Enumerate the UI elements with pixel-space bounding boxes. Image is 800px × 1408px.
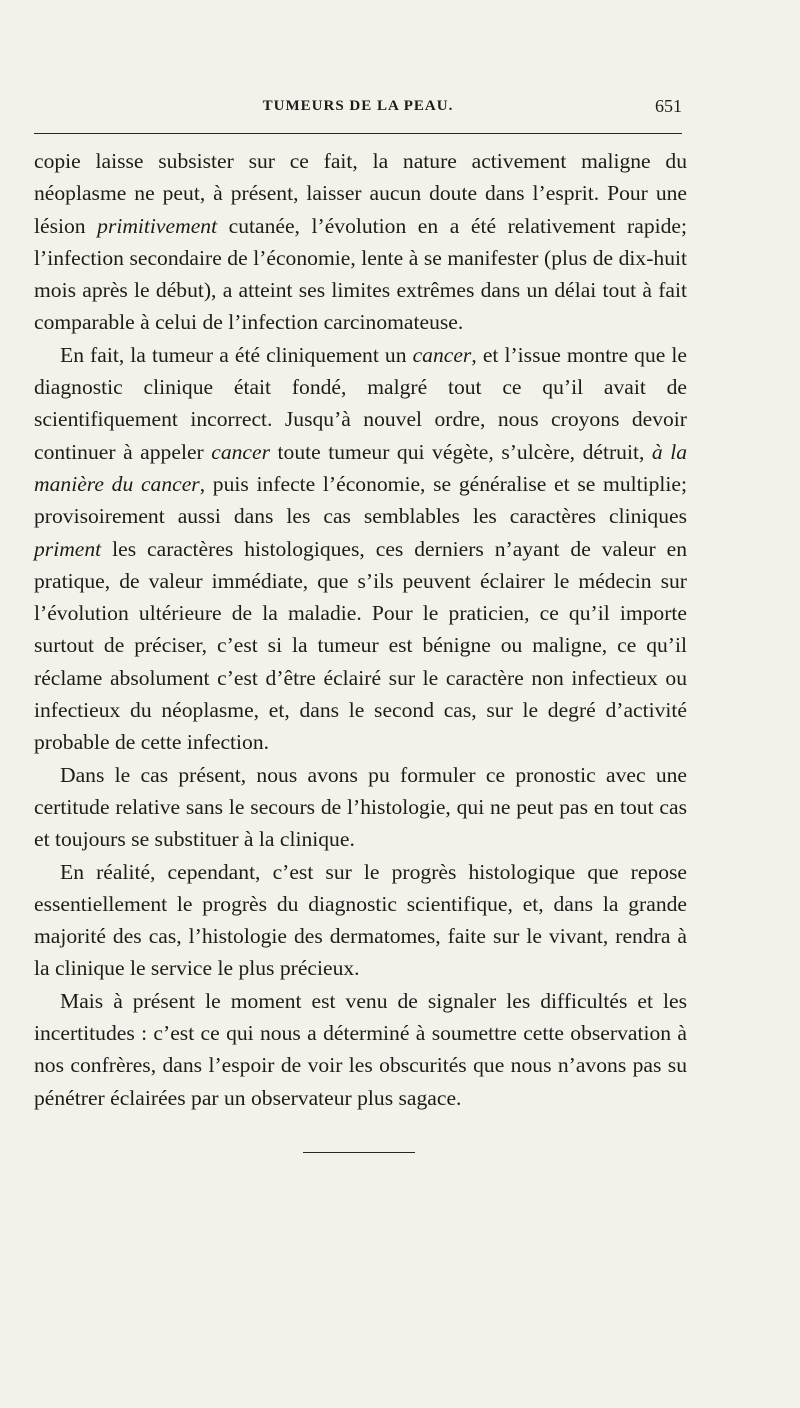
italic-text: cancer xyxy=(412,342,472,367)
paragraph xyxy=(34,759,687,856)
end-rule xyxy=(303,1152,415,1153)
italic-text: priment xyxy=(34,536,102,561)
running-title: TUMEURS DE LA PEAU. xyxy=(262,98,454,114)
paragraph xyxy=(34,856,687,985)
text-run: En fait, la tumeur a été cliniquement un xyxy=(60,342,413,367)
paragraph xyxy=(34,339,687,759)
text-run: , puis infecte l’économie, se généralise et se multiplie; provisoirement aussi dans les cas semblables les caractères cliniques xyxy=(34,471,687,529)
page-number: 651 xyxy=(655,96,682,116)
body-text xyxy=(34,145,687,1114)
text-run: , et l’issue montre que le diagnostic clinique était fondé, malgré tout ce qu’il avait de scientifiquement incorrect. Jusqu’à nouvel ordre, nous croyons devoir continuer à appeler xyxy=(34,342,687,464)
text-run: Dans le cas présent, nous avons pu formuler ce pronostic avec une certitude relative sans le secours de l’histologie, qui ne peut pas en tout cas et toujours se substituer à la clinique. xyxy=(34,762,687,852)
paragraph xyxy=(34,985,687,1114)
header-rule xyxy=(34,133,682,134)
italic-text: à la manière du cancer xyxy=(34,439,687,496)
text-run: En réalité, cependant, c’est sur le progrès histologique que repose essentiellement le progrès du diagnostic scientifique, et, dans la grande majorité des cas, l’histologie des dermatomes, faite sur le vivant, rendra à la clinique le service le plus précieux. xyxy=(34,859,687,981)
page-header xyxy=(34,92,682,122)
text-run: cutanée, l’évolution en a été relativement rapide; l’infection secondaire de l’économie, lente à se manifester (plus de dix-huit mois après le début), a atteint ses limites extrêmes dans un délai tout à fait comparable à celui de l’infection carcinomateuse. xyxy=(34,213,687,335)
text-run: les caractères histologiques, ces derniers n’ayant de valeur en pratique, de valeur immédiate, que s’ils peuvent éclairer le médecin sur l’évolution ultérieure de la maladie. Pour le praticien, ce qu’il importe surtout de préciser, c’est si la tumeur est bénigne ou maligne, ce qu’il réclame absolument c’est d’être éclairé sur le caractère non infectieux ou infectieux du néoplasme, et, dans le second cas, sur le degré d’activité probable de cette infection. xyxy=(34,536,687,755)
text-run: Mais à présent le moment est venu de signaler les difficultés et les incertitudes : c’est ce qui nous a déterminé à soumettre cette observation à nos confrères, dans l’espoir de voir les obscurités que nous n’avons pas su pénétrer éclairées par un observateur plus sagace. xyxy=(34,988,687,1110)
text-run: toute tumeur qui végète, s’ulcère, détruit, xyxy=(270,439,652,464)
paragraph xyxy=(34,145,687,339)
italic-text: cancer xyxy=(211,439,271,464)
italic-text: primitivement xyxy=(97,213,218,238)
text-run: copie laisse subsister sur ce fait, la nature activement maligne du néoplasme ne peut, à présent, laisser aucun doute dans l’esprit. Pour une lésion xyxy=(34,149,687,238)
